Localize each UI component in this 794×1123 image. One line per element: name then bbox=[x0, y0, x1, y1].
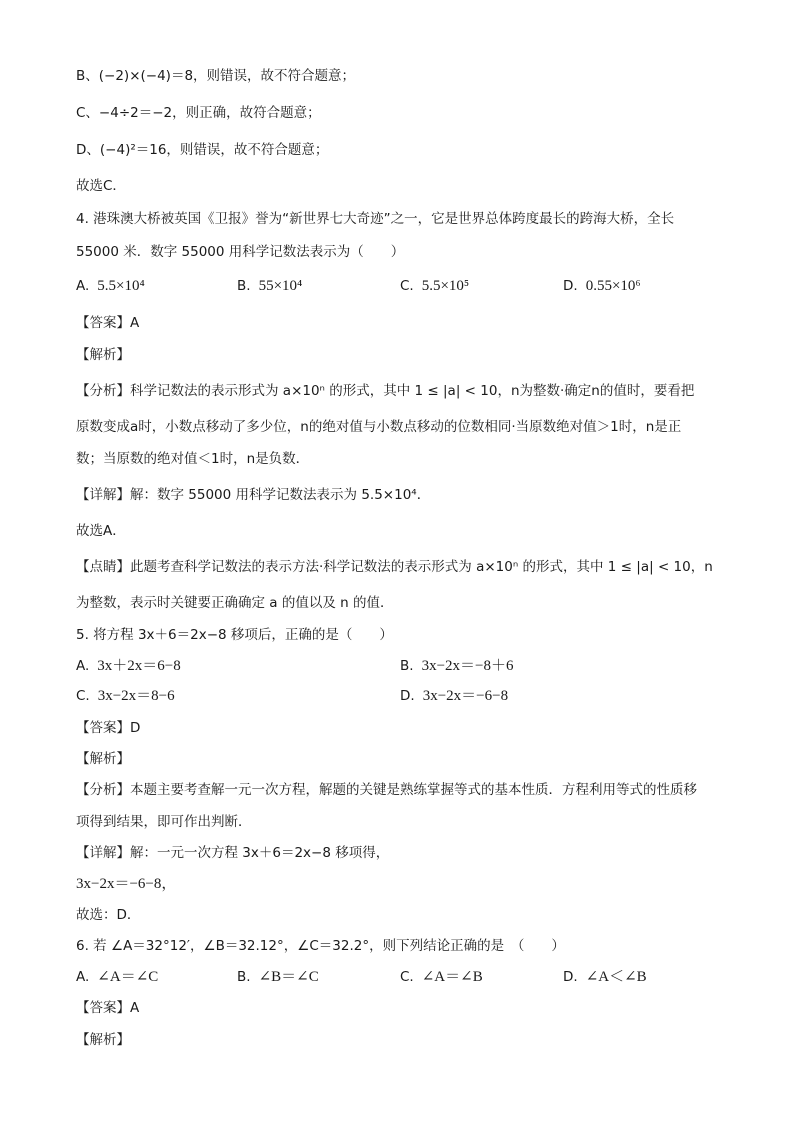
q4-option-c: C. 5.5×10⁵ bbox=[400, 278, 470, 294]
q5-analysis-line2: 项得到结果，即可作出判断． bbox=[76, 814, 252, 830]
question-5-stem: 5. 将方程 3x＋6＝2x−8 移项后，正确的是（ ） bbox=[76, 627, 393, 643]
q4-analysis-heading: 【解析】 bbox=[76, 347, 130, 363]
q5-option-a: A. 3x＋2x＝6−8 bbox=[76, 658, 181, 674]
q6-option-b: B. ∠B＝∠C bbox=[237, 969, 319, 985]
q6-option-a: A. ∠A＝∠C bbox=[76, 969, 159, 985]
q4-comment-line2: 为整数，表示时关键要正确确定 a 的值以及 n 的值． bbox=[76, 595, 394, 611]
q6-option-d: D. ∠A＜∠B bbox=[563, 969, 647, 985]
q4-option-d: D. 0.55×10⁶ bbox=[563, 278, 641, 294]
solution-line-b: B、(−2)×(−4)＝8，则错误，故不符合题意； bbox=[76, 68, 356, 84]
q4-analysis-line1: 【分析】科学记数法的表示形式为 a×10ⁿ 的形式，其中 1 ≤ |a| < 10，n为整数·确定n的值时，要看把 bbox=[76, 383, 695, 399]
q5-detail-equation: 3x−2x＝−6−8， bbox=[76, 876, 177, 892]
q5-option-d: D. 3x−2x＝−6−8 bbox=[400, 688, 509, 704]
question-4-stem-line2: 55000 米．数字 55000 用科学记数法表示为（ ） bbox=[76, 244, 405, 260]
q5-choose: 故选：D． bbox=[76, 907, 141, 923]
solution-line-c: C、−4÷2＝−2，则正确，故符合题意； bbox=[76, 105, 321, 121]
q5-detail: 【详解】解：一元一次方程 3x＋6＝2x−8 移项得， bbox=[76, 845, 390, 861]
question-6-stem: 6. 若 ∠A＝32°12′，∠B＝32.12°，∠C＝32.2°，则下列结论正确的是 （ ） bbox=[76, 938, 565, 954]
q4-choose: 故选A． bbox=[76, 523, 126, 539]
q4-answer: 【答案】A bbox=[76, 315, 140, 331]
question-4-stem-line1: 4. 港珠澳大桥被英国《卫报》誉为“新世界七大奇迹”之一，它是世界总体跨度最长的跨海大桥，全长 bbox=[76, 211, 675, 227]
q6-answer: 【答案】A bbox=[76, 1000, 140, 1016]
q5-option-b: B. 3x−2x＝−8＋6 bbox=[400, 658, 514, 674]
q4-detail: 【详解】解：数字 55000 用科学记数法表示为 5.5×10⁴． bbox=[76, 487, 431, 503]
solution-line-d: D、(−4)²＝16，则错误，故不符合题意； bbox=[76, 142, 329, 158]
q6-option-c: C. ∠A＝∠B bbox=[400, 969, 483, 985]
q5-option-c: C. 3x−2x＝8−6 bbox=[76, 688, 175, 704]
q6-analysis-heading: 【解析】 bbox=[76, 1032, 130, 1048]
q5-answer: 【答案】D bbox=[76, 720, 141, 736]
q5-analysis-line1: 【分析】本题主要考查解一元一次方程，解题的关键是熟练掌握等式的基本性质．方程利用等式的性质移 bbox=[76, 782, 697, 798]
q4-analysis-line2: 原数变成a时，小数点移动了多少位，n的绝对值与小数点移动的位数相同·当原数绝对值＞1时，n是正 bbox=[76, 419, 682, 435]
choose-c-line: 故选C． bbox=[76, 178, 126, 194]
q4-analysis-line3: 数；当原数的绝对值＜1时，n是负数． bbox=[76, 451, 310, 467]
q4-comment-line1: 【点睛】此题考查科学记数法的表示方法·科学记数法的表示形式为 a×10ⁿ 的形式，其中 1 ≤ |a| < 10，n bbox=[76, 559, 713, 575]
q4-option-a: A. 5.5×10⁴ bbox=[76, 278, 145, 294]
q5-analysis-heading: 【解析】 bbox=[76, 751, 130, 767]
q4-option-b: B. 55×10⁴ bbox=[237, 278, 303, 294]
